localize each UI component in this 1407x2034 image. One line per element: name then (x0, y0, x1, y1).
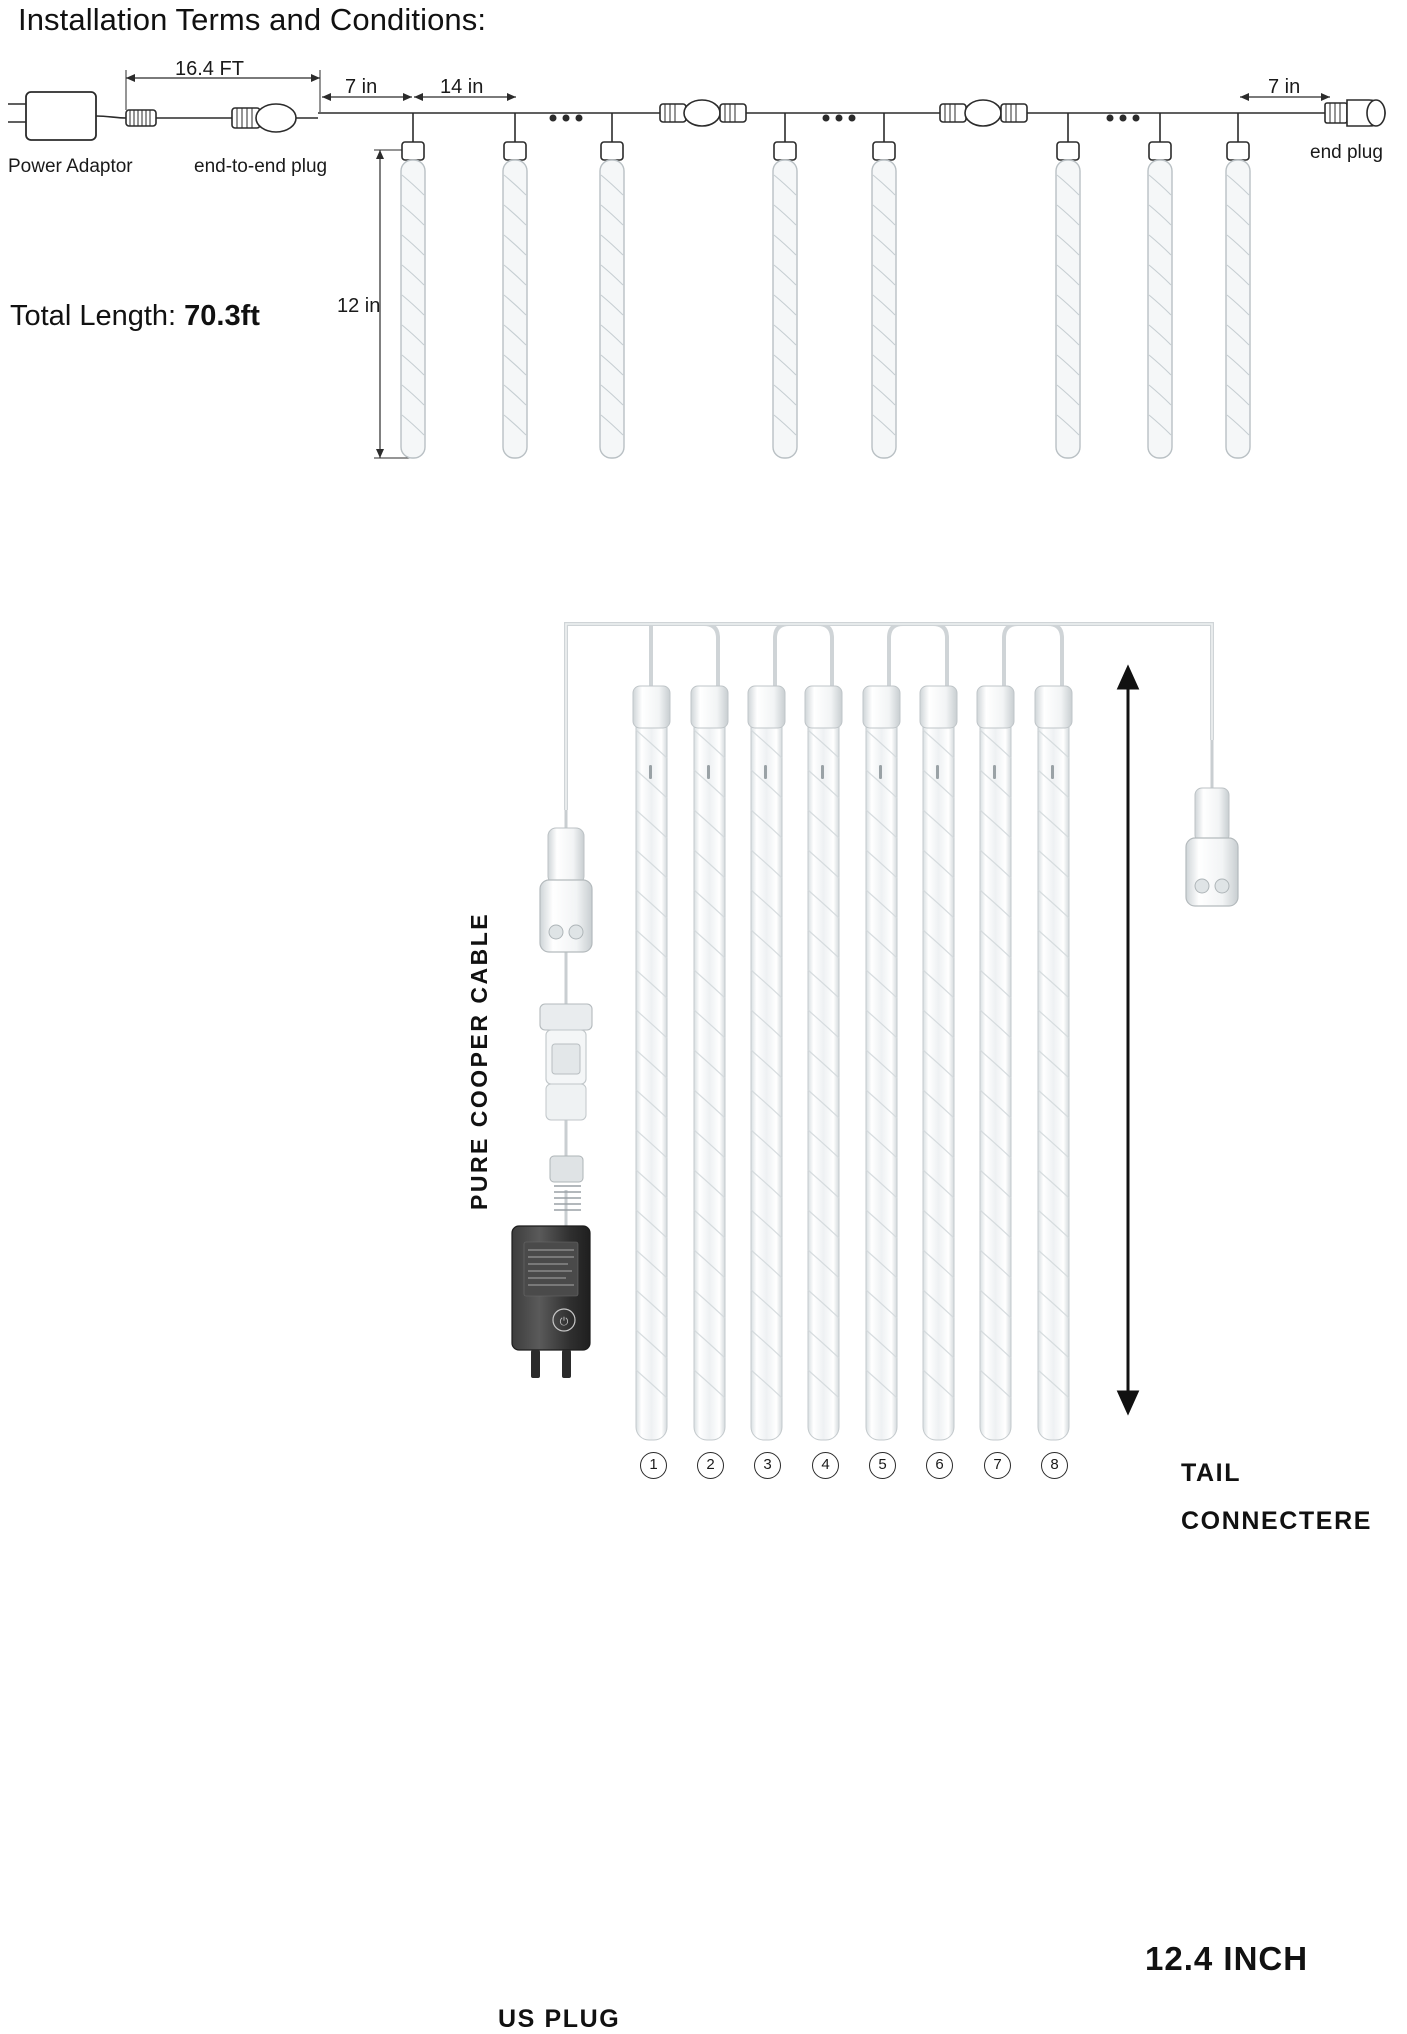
tube-number-3: 3 (754, 1452, 781, 1479)
dim-tail-gap: 7 in (1268, 76, 1301, 98)
tube-height-label: 12.4 INCH (1145, 1940, 1309, 1977)
product-diagram-bottom (0, 560, 1407, 2033)
tube-number-4: 4 (812, 1452, 839, 1479)
tube-number-2: 2 (697, 1452, 724, 1479)
tube-number-8: 8 (1041, 1452, 1068, 1479)
installation-diagram-top (0, 0, 1407, 540)
dim-spacing: 14 in (440, 76, 484, 98)
total-length-value: 70.3ft (184, 300, 260, 332)
total-length-text (10, 300, 260, 333)
tube-number-5: 5 (869, 1452, 896, 1479)
dim-tube-length: 12 in (337, 295, 381, 317)
tube-number-1: 1 (640, 1452, 667, 1479)
tube-number-7: 7 (984, 1452, 1011, 1479)
dim-first-gap: 7 in (345, 76, 378, 98)
tail-label-line2: CONNECTERE (1181, 1506, 1373, 1535)
top-diagram-svg (0, 0, 1407, 540)
label-end-plug: end plug (1310, 142, 1383, 163)
label-power-adaptor: Power Adaptor (8, 156, 133, 177)
us-plug-label: US PLUG (498, 2005, 621, 2033)
pure-copper-cable-label: PURE COOPER CABLE (466, 911, 492, 1210)
bottom-diagram-svg (0, 560, 1407, 1500)
tail-connector-label (1181, 1450, 1372, 1545)
total-length-label: Total Length: (10, 300, 185, 332)
dim-lead-wire: 16.4 FT (175, 58, 244, 80)
tail-label-line1: TAIL (1181, 1459, 1242, 1487)
page-title: Installation Terms and Conditions: (18, 2, 487, 37)
label-end-to-end-plug: end-to-end plug (194, 156, 328, 177)
tube-number-6: 6 (926, 1452, 953, 1479)
svg-text:⏻: ⏻ (559, 1316, 569, 1328)
